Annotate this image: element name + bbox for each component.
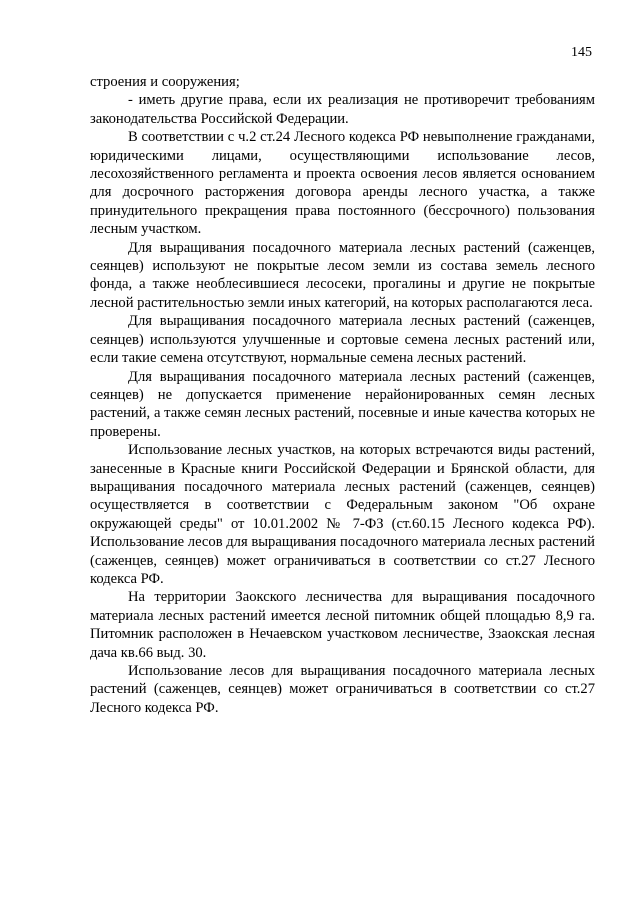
paragraph: Для выращивания посадочного материала лесных растений (саженцев, сеянцев) используют не покрытые лесом земли из состава земель лесного фонда, а также необлесившиеся лесосеки, прогалины и другие не покрытые лесной растительностью земли иных категорий, на которых располагаются леса. — [90, 239, 595, 311]
paragraph: Использование лесов для выращивания посадочного материала лесных растений (саженцев, сеянцев) может ограничиваться в соответствии со ст.27 Лесного кодекса РФ. — [90, 663, 595, 716]
document-body — [90, 73, 595, 717]
paragraph: Использование лесных участков, на которых встречаются виды растений, занесенные в Красные книги Российской Федерации и Брянской области, для выращивания посадочного материала лесных растений (саженцев, сеянцев) осуществляется в соответствии с Федеральным законом "Об охране окружающей среды" от 10.01.2002 № 7-ФЗ (ст.60.15 Лесного кодекса РФ). Использование лесов для выращивания посадочного материала лесных растений (саженцев, сеянцев) может ограничиваться в соответствии со ст.27 Лесного кодекса РФ. — [90, 442, 595, 587]
paragraph: строения и сооружения; — [90, 74, 240, 90]
paragraph: - иметь другие права, если их реализация не противоречит требованиям законодательства Российской Федерации. — [90, 92, 595, 127]
paragraph: Для выращивания посадочного материала лесных растений (саженцев, сеянцев) не допускается применение нерайонированных семян лесных растений, а также семян лесных растений, посевные и иные качества которых не проверены. — [90, 368, 595, 440]
page-number: 145 — [571, 45, 592, 60]
paragraph: На территории Заокского лесничества для выращивания посадочного материала лесных растений имеется лесной питомник общей площадью 8,9 га. Питомник расположен в Нечаевском участковом лесничестве, Ззаокская лесная дача кв.66 выд. 30. — [90, 589, 595, 661]
paragraph: Для выращивания посадочного материала лесных растений (саженцев, сеянцев) используются улучшенные и сортовые семена лесных растений или, если такие семена отсутствуют, нормальные семена лесных растений. — [90, 313, 595, 367]
paragraph: В соответствии с ч.2 ст.24 Лесного кодекса РФ невыполнение гражданами, юридическими лицами, осуществляющими использование лесов, лесохозяйственного регламента и проекта освоения лесов является основанием для досрочного расторжения договора аренды лесного участка, а также принудительного прекращения права постоянного (бессрочного) пользования лесным участком. — [90, 129, 595, 238]
